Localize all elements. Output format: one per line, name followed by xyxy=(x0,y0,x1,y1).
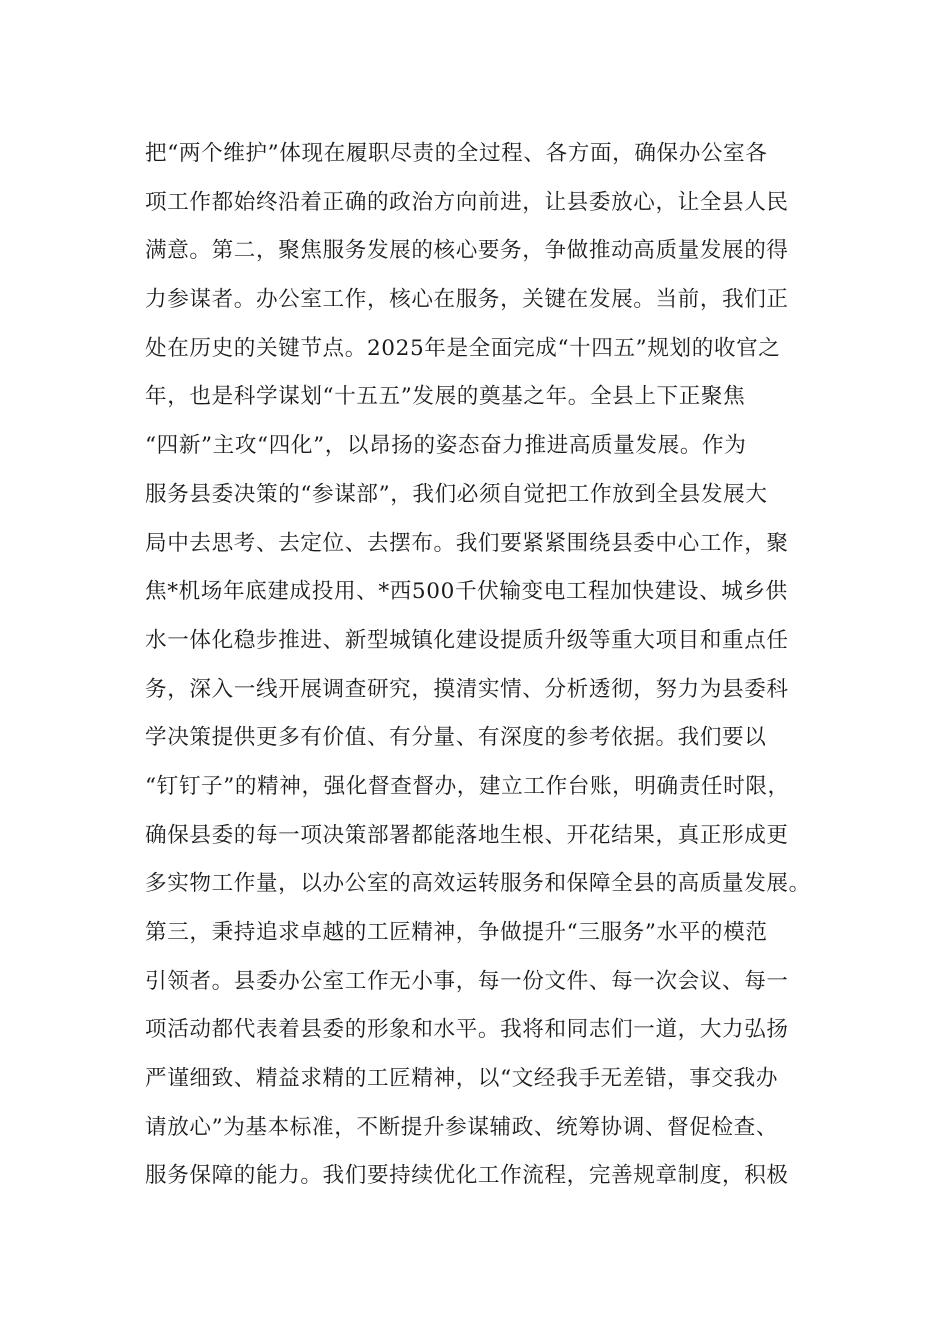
text-line: “四新”主攻“四化”，以昂扬的姿态奋力推进高质量发展。作为 xyxy=(145,433,747,459)
text-line: 请放心”为基本标准，不断提升参谋辅政、统筹协调、督促检查、 xyxy=(145,1114,779,1140)
text-line: 局中去思考、去定位、去摆布。我们要紧紧围绕县委中心工作，聚 xyxy=(145,530,789,556)
text-line: 满意。第二，聚焦服务发展的核心要务，争做推动高质量发展的得 xyxy=(145,238,789,264)
text-line: 第三，秉持追求卓越的工匠精神，争做提升“三服务”水平的模范 xyxy=(145,920,768,945)
text-line: 力参谋者。办公室工作，核心在服务，关键在发展。当前，我们正 xyxy=(145,287,789,313)
text-line: 学决策提供更多有价值、有分量、有深度的参考依据。我们要以 xyxy=(145,725,767,751)
text-line: 引领者。县委办公室工作无小事，每一份文件、每一次会议、每一 xyxy=(145,968,789,994)
text-line: 务，深入一线开展调查研究，摸清实情、分析透彻，努力为县委科 xyxy=(145,676,789,702)
text-line: 把“两个维护”体现在履职尽责的全过程、各方面，确保办公室各 xyxy=(145,141,768,166)
text-line: 焦*机场年底建成投用、*西500千伏输变电工程加快建设、城乡供 xyxy=(145,579,788,605)
text-line: 服务县委决策的“参谋部”，我们必须自觉把工作放到全县发展大 xyxy=(145,481,768,507)
text-line: 多实物工作量，以办公室的高效运转服务和保障全县的高质量发展。 xyxy=(145,871,811,897)
text-line: 水一体化稳步推进、新型城镇化建设提质升级等重大项目和重点任 xyxy=(145,627,789,653)
text-line: “钉钉子”的精神，强化督查督办，建立工作台账，明确责任时限， xyxy=(145,773,790,799)
text-line: 年，也是科学谋划“十五五”发展的奠基之年。全县上下正聚焦 xyxy=(145,384,746,410)
text-line: 确保县委的每一项决策部署都能落地生根、开花结果，真正形成更 xyxy=(145,822,789,848)
text-line: 服务保障的能力。我们要持续优化工作流程，完善规章制度，积极 xyxy=(145,1163,789,1189)
text-line: 项活动都代表着县委的形象和水平。我将和同志们一道，大力弘扬 xyxy=(145,1017,789,1043)
body-text xyxy=(145,134,825,1205)
text-line: 严谨细致、精益求精的工匠精神，以“文经我手无差错，事交我办 xyxy=(145,1066,779,1092)
text-line: 处在历史的关键节点。2025年是全面完成“十四五”规划的收官之 xyxy=(145,335,781,361)
text-line: 项工作都始终沿着正确的政治方向前进，让县委放心，让全县人民 xyxy=(145,189,789,215)
